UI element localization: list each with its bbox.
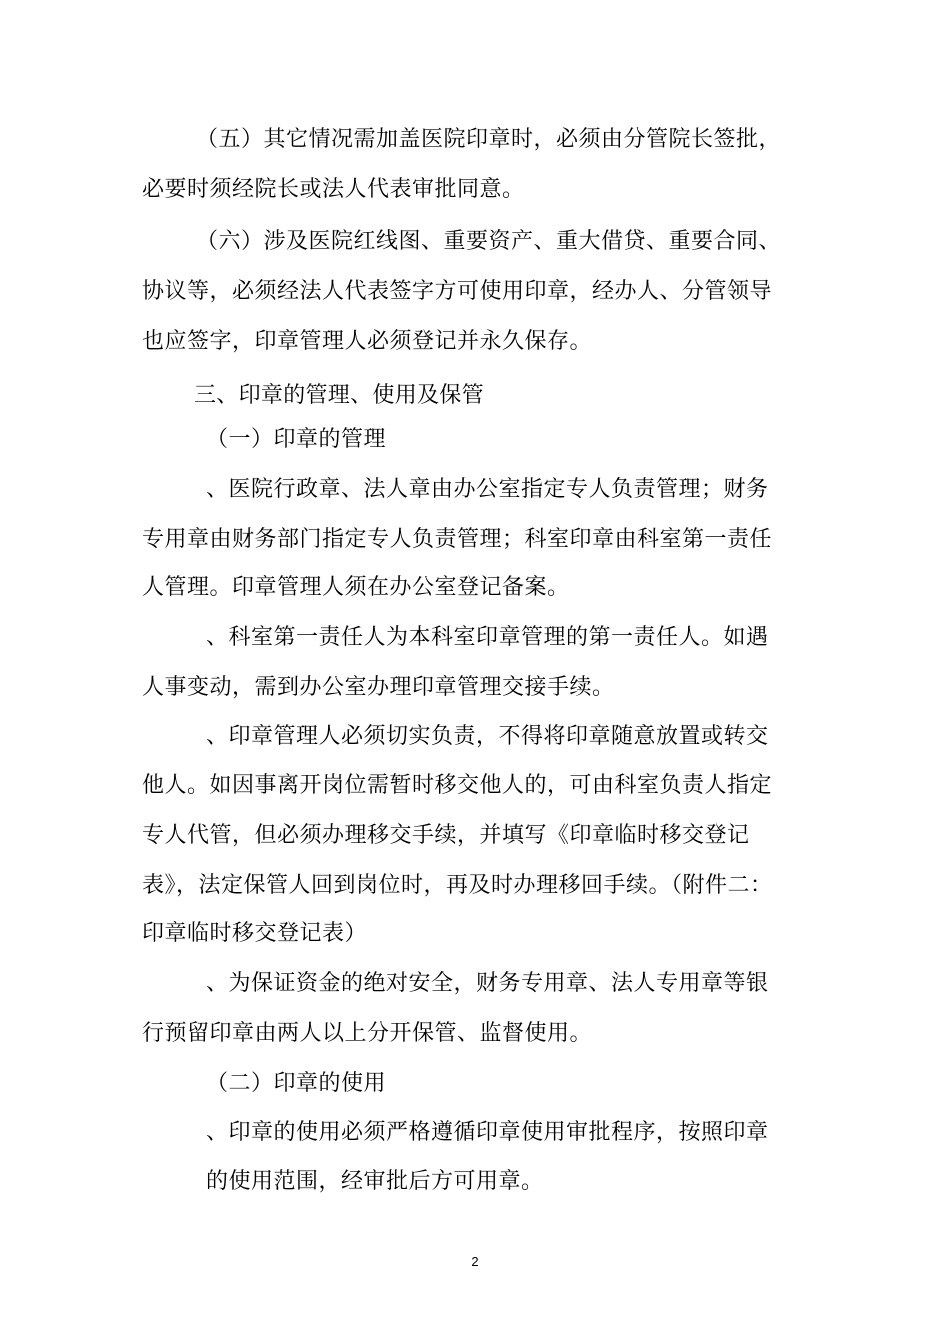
management-item-1-line-2: 专用章由财务部门指定专人负责管理；科室印章由科室第一责任 (142, 527, 773, 552)
paragraph-5-line-2: 必要时须经院长或法人代表审批同意。 (142, 177, 525, 202)
paragraph-6-line-2: 协议等，必须经法人代表签字方可使用印章，经办人、分管领导 (142, 279, 773, 304)
management-item-4-line-2: 行预留印章由两人以上分开保管、监督使用。 (142, 1021, 593, 1046)
management-item-3-line-1: 、印章管理人必须切实负责，不得将印章随意放置或转交 (206, 724, 769, 749)
paragraph-6-line-3: 也应签字，印章管理人必须登记并永久保存。 (142, 329, 593, 354)
management-item-1-line-1: 、医院行政章、法人章由办公室指定专人负责管理；财务 (206, 477, 769, 502)
page-number: 2 (471, 1254, 479, 1269)
section-heading-3: 三、印章的管理、使用及保管 (194, 383, 484, 408)
paragraph-5-line-1: （五）其它情况需加盖医院印章时，必须由分管院长签批， (196, 127, 782, 152)
management-item-3-line-4: 表》，法定保管人回到岗位时，再及时办理移回手续。（附件二： (142, 873, 773, 898)
paragraph-6-line-1: （六）涉及医院红线图、重要资产、重大借贷、重要合同、 (196, 229, 782, 254)
management-item-4-line-1: 、为保证资金的绝对安全，财务专用章、法人专用章等银 (206, 971, 769, 996)
management-item-3-line-3: 专人代管，但必须办理移交手续，并填写《印章临时移交登记 (142, 823, 750, 848)
management-item-3-line-2: 他人。如因事离开岗位需暂时移交他人的，可由科室负责人指定 (142, 773, 773, 798)
management-item-2-line-1: 、科室第一责任人为本科室印章管理的第一责任人。如遇 (206, 625, 769, 650)
management-item-3-line-5: 印章临时移交登记表） (142, 921, 368, 946)
usage-item-1-line-2: 的使用范围，经审批后方可用章。 (206, 1169, 544, 1194)
management-item-2-line-2: 人事变动，需到办公室办理印章管理交接手续。 (142, 675, 615, 700)
management-item-1-line-3: 人管理。印章管理人须在办公室登记备案。 (142, 575, 570, 600)
usage-item-1-line-1: 、印章的使用必须严格遵循印章使用审批程序，按照印章 (206, 1120, 769, 1145)
subsection-heading-1: （一）印章的管理 (206, 427, 387, 452)
subsection-heading-2: （二）印章的使用 (206, 1071, 387, 1096)
